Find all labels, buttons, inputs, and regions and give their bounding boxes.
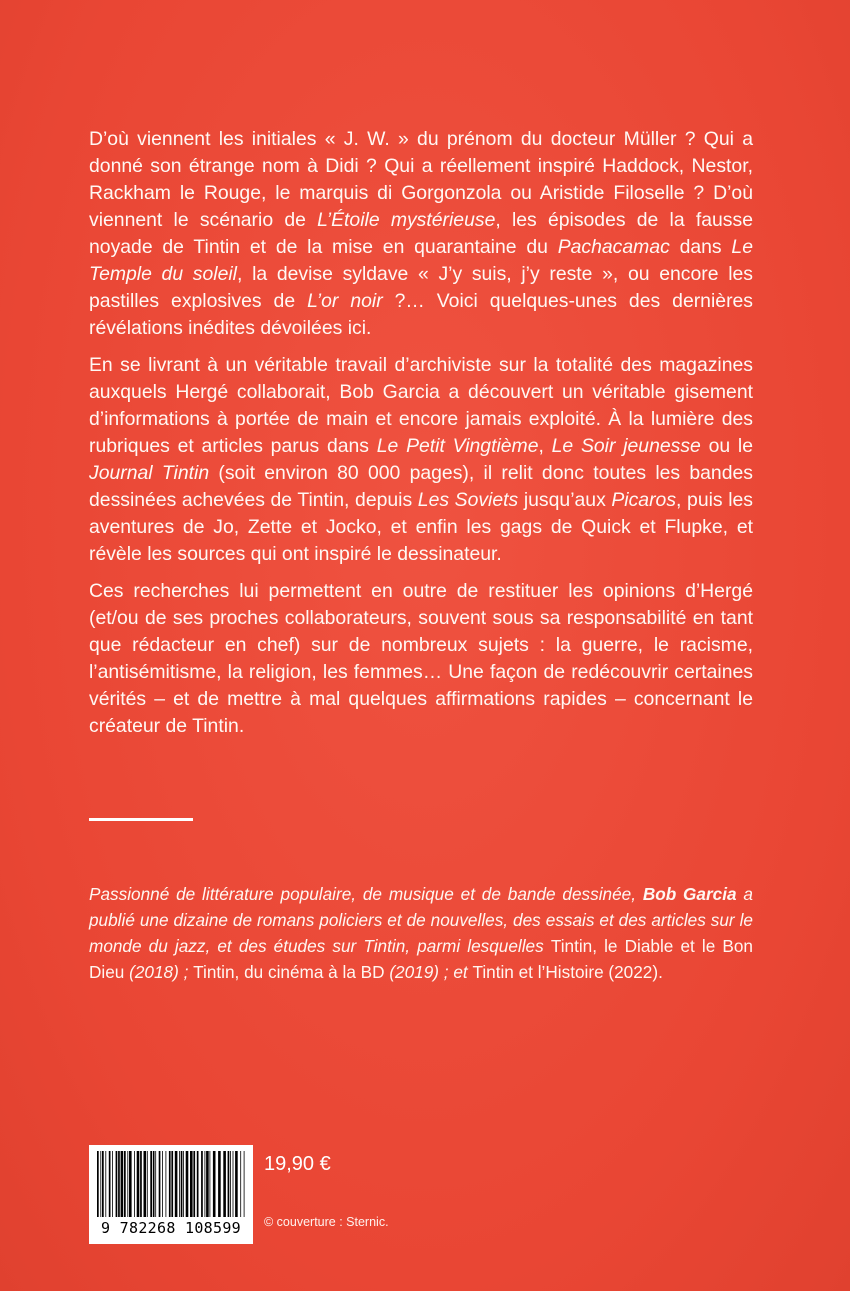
- text-segment: ou le: [700, 435, 753, 457]
- cover-credit: © couverture : Sternic.: [264, 1215, 389, 1229]
- barcode-bar: [179, 1151, 180, 1217]
- barcode-bar: [201, 1151, 203, 1217]
- barcode-bar: [144, 1151, 147, 1217]
- barcode-bar: [218, 1151, 221, 1217]
- barcode-bar: [105, 1151, 106, 1217]
- title-italic: Le Soir jeunesse: [551, 435, 701, 457]
- barcode-bar: [100, 1151, 101, 1217]
- divider-rule: [89, 818, 193, 821]
- barcode-bar: [175, 1151, 178, 1217]
- text-segment: , puis les aventures de Jo, Zette et Jocko, et enfin les gags de Quick et Flupke, et révèle les sources qui ont inspiré le dessinateur.: [89, 489, 753, 565]
- book-title: Tintin, du cinéma à la BD: [193, 962, 385, 982]
- barcode-bar: [116, 1151, 118, 1217]
- text-segment: , les épisodes de la fausse noyade de Tintin et de la mise en quarantaine du: [89, 209, 753, 258]
- barcode-bar: [109, 1151, 111, 1217]
- blurb-paragraph-2: [89, 352, 753, 568]
- text-segment: D’où viennent les initiales « J. W. » du prénom du docteur Müller ? Qui a donné son étrange nom à Didi ? Qui a réellement inspiré Haddock, Nestor, Rackham le Rouge, le marquis di Gorgonzola ou Aristide Filoselle ? D’où viennent le scénario de: [89, 128, 753, 231]
- barcode-bar: [171, 1151, 173, 1217]
- barcode-bar: [147, 1151, 148, 1217]
- barcode-bar: [166, 1151, 167, 1217]
- barcode-bar: [124, 1151, 126, 1217]
- barcode-bar: [206, 1151, 209, 1217]
- text-segment: (2018) ;: [124, 962, 194, 982]
- barcode-bar: [121, 1151, 124, 1217]
- barcode-bar: [197, 1151, 199, 1217]
- title-italic: L’Étoile mystérieuse: [317, 209, 496, 231]
- barcode-bar: [118, 1151, 120, 1217]
- text-segment: (2022).: [603, 962, 663, 982]
- barcode-bar: [183, 1151, 184, 1217]
- text-segment: a publié une dizaine de romans policiers et de nouvelles, des essais et des articles sur le monde du jazz, et des études sur Tintin, parmi lesquelles: [89, 884, 753, 956]
- barcode-bar: [210, 1151, 211, 1217]
- price: 19,90 €: [264, 1153, 331, 1175]
- barcode-bar: [244, 1151, 245, 1217]
- barcode-bar: [155, 1151, 156, 1217]
- blurb-paragraph-3: Ces recherches lui permettent en outre de restituer les opinions d’Hergé (et/ou de ses proches collaborateurs, souvent sous sa responsabilité en tant que rédacteur en chef) sur de nombreux sujets : la guerre, le racisme, l’antisémitisme, la religion, les femmes… Une façon de redécouvrir certaines vérités – et de mettre à mal quelques affirmations rapides – concernant le créateur de Tintin.: [89, 580, 753, 737]
- title-italic: Le Petit Vingtième: [376, 435, 539, 457]
- barcode-bar: [223, 1151, 226, 1217]
- title-italic: Picaros: [611, 489, 677, 511]
- barcode-bar: [150, 1151, 152, 1217]
- barcode-bars: [95, 1151, 247, 1217]
- title-italic: Journal Tintin: [89, 462, 210, 484]
- text-segment: En se livrant à un véritable travail d’archiviste sur la totalité des magazines auxquels Hergé collaborait, Bob Garcia a découvert un véritable gisement d’informations à portée de main et encore jamais exploité. À la lumière des rubriques et articles parus dans: [89, 354, 753, 457]
- barcode-bar: [153, 1151, 155, 1217]
- text-segment: ,: [538, 435, 552, 457]
- barcode-bar: [127, 1151, 128, 1217]
- barcode-bar: [134, 1151, 135, 1217]
- author-bio: [89, 881, 753, 985]
- barcode-bar: [230, 1151, 231, 1217]
- text-segment: (2019) ; et: [384, 962, 473, 982]
- barcode-bar: [190, 1151, 193, 1217]
- barcode-bar: [97, 1151, 99, 1217]
- author-name: Bob Garcia: [642, 884, 737, 904]
- barcode-bar: [186, 1151, 189, 1217]
- barcode-bar: [137, 1151, 140, 1217]
- barcode-bar: [205, 1151, 206, 1217]
- barcode-bar: [235, 1151, 238, 1217]
- barcode-bar: [213, 1151, 216, 1217]
- book-title: Tintin et l’Histoire: [472, 962, 604, 982]
- barcode-bar: [240, 1151, 241, 1217]
- barcode-bar: [233, 1151, 234, 1217]
- barcode-bar: [102, 1151, 104, 1217]
- title-italic: Pachacamac: [557, 236, 670, 258]
- isbn-barcode: [89, 1145, 253, 1244]
- isbn-number: 9 782268 108599: [101, 1219, 241, 1237]
- barcode-bar: [181, 1151, 183, 1217]
- title-italic: Les Soviets: [417, 489, 519, 511]
- text-segment: (soit environ 80 000 pages), il relit donc toutes les bandes dessinées achevées de Tintin, depuis: [89, 462, 753, 511]
- barcode-bar: [159, 1151, 161, 1217]
- blurb-text: [89, 126, 753, 750]
- text-segment: Passionné de littérature populaire, de musique et de bande dessinée,: [89, 884, 643, 904]
- title-italic: Le Temple du soleil: [89, 236, 753, 285]
- text-segment: jusqu’aux: [518, 489, 612, 511]
- barcode-bar: [140, 1151, 142, 1217]
- text-segment: ?… Voici quelques-unes des dernières révélations inédites dévoilées ici.: [89, 290, 753, 339]
- text-segment: dans: [669, 236, 732, 258]
- title-italic: L’or noir: [307, 290, 383, 312]
- barcode-bar: [162, 1151, 163, 1217]
- barcode-bar: [112, 1151, 113, 1217]
- blurb-paragraph-1: [89, 126, 753, 342]
- barcode-bar: [129, 1151, 132, 1217]
- barcode-bar: [169, 1151, 171, 1217]
- text-segment: , la devise syldave « J’y suis, j’y reste », ou encore les pastilles explosives de: [89, 263, 753, 312]
- barcode-bar: [193, 1151, 195, 1217]
- barcode-bar: [228, 1151, 230, 1217]
- book-title: Tintin, le Diable et le Bon Dieu: [89, 936, 753, 982]
